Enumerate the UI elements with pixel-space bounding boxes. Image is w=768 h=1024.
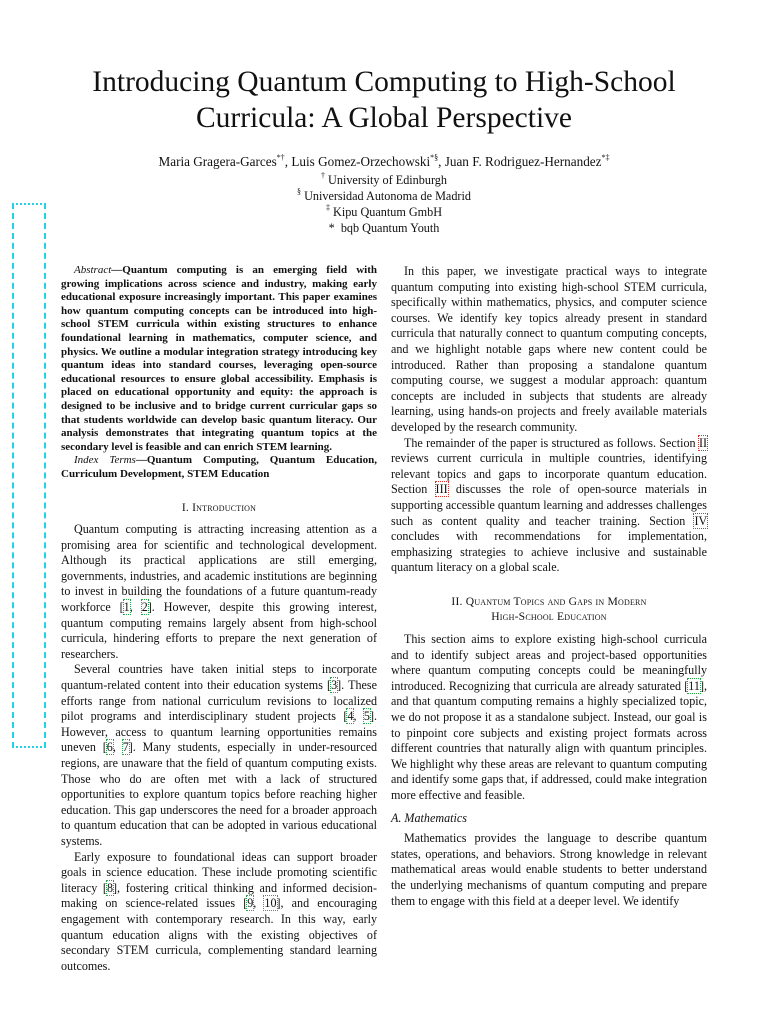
citation-link[interactable]: 10 bbox=[264, 896, 277, 911]
citation-link[interactable]: 11 bbox=[688, 678, 700, 693]
abstract-text: —Quantum computing is an emerging field with growing implications across science and industry, making early educational exposure increasingly important. This paper examines how quantum computing concepts can be introduced into high-school STEM curricula within existing structures to enhance foundational learning in mathematics, computer science, and physics. We outline a modular integration strategy introducing key quantum ideas into standard courses, leveraging open-source educational resources to ensure global accessibility. Emphasis is placed on educational opportunity and equity: the approach is designed to be inclusive and to bridge current curricular gaps so that students worldwide can develop basic quantum literacy. Our analysis demonstrates that integrating quantum topics at the secondary level is feasible and can enrich STEM learning. bbox=[61, 264, 377, 453]
citation-link[interactable]: 6 bbox=[106, 740, 113, 755]
affiliation-mark: † bbox=[321, 170, 325, 180]
author-marks: *† bbox=[276, 152, 285, 162]
affiliation-mark: § bbox=[297, 186, 302, 196]
index-terms-label: Index Terms bbox=[74, 454, 136, 467]
citation-link[interactable]: 1 bbox=[123, 600, 130, 615]
citation-link[interactable]: 4 bbox=[347, 709, 354, 724]
author-name: Juan F. Rodriguez-Hernandez bbox=[444, 154, 602, 169]
index-terms bbox=[61, 454, 377, 481]
paragraph: Mathematics provides the language to describe quantum states, operations, and behaviors. Strong knowledge in relevant mathematical areas would enable students to better understand the underlying mechanisms of quantum computing and prepare them to engage with this field at a deeper level. We identify bbox=[391, 831, 707, 908]
paragraph: This section aims to explore existing high-school curricula and to identify subject areas and project-based opportunities where quantum computing concepts could be meaningfully introduced. Recognizing that curricula are already saturated [11], and that quantum computing remains a highly specialized topic, we do not propose it as a standalone subject. Instead, our goal is to pinpoint core subjects and existing project formats across different countries that naturally align with quantum principles. We highlight why these areas are relevant to quantum computing and identify some gaps that, if addressed, could make integration more effective and feasible. bbox=[391, 632, 707, 802]
affiliation: § Universidad Autonoma de Madrid bbox=[297, 186, 471, 203]
paper-title: Introducing Quantum Computing to High-School Curricula: A Global Perspective bbox=[92, 66, 676, 134]
paragraph-continued: ], and encouraging engagement with contemporary research. In this way, early quantum education aligns with the existing objectives of secondary STEM curricula, complementing standard learning outcomes. bbox=[61, 896, 377, 973]
paragraph: In this paper, we investigate practical ways to integrate quantum computing into existing high-school STEM curricula, specifically within mathematics, physics, and computer science courses. We identify key topics already present in standard curricula that naturally connect to quantum computing concepts, and we highlight notable gaps where new content could be introduced. Rather than proposing a standalone quantum computing course, we suggest a modular approach: quantum concepts are included in subjects that students are already learning, using hands-on projects and freely available materials developed by the research community. bbox=[391, 264, 707, 434]
author-list: Maria Gragera-Garces*†, Luis Gomez-Orzechowski*§, Juan F. Rodriguez-Hernandez*‡ bbox=[158, 152, 610, 169]
citation-link[interactable]: 3 bbox=[331, 678, 338, 693]
abstract-label: Abstract bbox=[74, 264, 112, 276]
affiliation-list bbox=[60, 172, 708, 236]
paragraph: Quantum computing is attracting increasing attention as a promising area for scientific and technological development. Although its practical applications are still emerging, governments, industries, and academic institutions are beginning to invest in building the foundations of a future quantum-ready workforce [1, 2]. However, despite this growing interest, quantum computing remains largely absent from high-school curricula, hindering efforts to prepare the next generation of researchers. bbox=[61, 522, 377, 661]
affiliation: † University of Edinburgh bbox=[321, 170, 447, 187]
citation-link[interactable]: 8 bbox=[106, 880, 113, 895]
section-ref-link[interactable]: III bbox=[435, 482, 448, 497]
index-terms-text: —Quantum Computing, Quantum Education, Curriculum Development, STEM Education bbox=[61, 454, 377, 480]
affiliation-mark: ‡ bbox=[325, 202, 330, 212]
affiliation-mark: * bbox=[328, 221, 335, 235]
section-ref-link[interactable]: II bbox=[698, 435, 707, 450]
citation-link[interactable]: 9 bbox=[247, 896, 254, 911]
section-ref-link[interactable]: IV bbox=[694, 513, 707, 528]
paragraph: Several countries have taken initial steps to incorporate quantum-related content into their education systems [3]. These efforts range from national curriculum revisions to localized pilot programs and interdisciplinary student projects [4, 5]. However, access to quantum learning opportunities remains uneven [6, 7]. Many students, especially in under-resourced regions, are unaware that the field of quantum computing exists. Those who do are often met with a lack of structured opportunities to explore quantum topics before reaching higher education. This gap underscores the need for a broader approach to quantum education that can be adopted in various educational systems. bbox=[61, 662, 377, 848]
section-heading-introduction: I. Introduction bbox=[181, 500, 257, 514]
author-name: Luis Gomez-Orzechowski bbox=[291, 154, 431, 169]
arxiv-side-stamp bbox=[12, 203, 46, 748]
paragraph: Early exposure to foundational ideas can support broader goals in science education. These include promoting scientific literacy [8], fostering critical thinking and informed decision-making on science-related issues [9, 10], and encouraging engagement with contemporary research. In this way, early quantum education aligns with the existing objectives of secondary STEM curricula, complementing standard learning outcomes. bbox=[61, 849, 377, 973]
paragraph: The remainder of the paper is structured as follows. Section II reviews current curricula in multiple countries, identifying relevant topics and gaps to incorporate quantum education. Section III discusses the role of open-source materials in supporting accessible quantum learning and addresses challenges such as content quality and teacher training. Section IV concludes with recommendations for implementation, emphasizing strategies to achieve inclusive and sustainable quantum literacy on a global scale. bbox=[391, 435, 707, 575]
citation-link[interactable]: 7 bbox=[122, 740, 129, 755]
left-column bbox=[61, 264, 377, 974]
author-marks: *‡ bbox=[601, 152, 610, 162]
section-heading-quantum-topics: II. Quantum Topics and Gaps in Modern High-School Education bbox=[451, 594, 647, 624]
author-name: Maria Gragera-Garces bbox=[158, 154, 277, 169]
citation-link[interactable]: 5 bbox=[363, 709, 370, 724]
author-marks: *§ bbox=[430, 152, 439, 162]
citation-link[interactable]: 2 bbox=[141, 600, 148, 615]
affiliation: ‡ Kipu Quantum GmbH bbox=[325, 202, 443, 219]
subsection-heading-mathematics: A. Mathematics bbox=[391, 810, 467, 825]
abstract bbox=[61, 264, 377, 454]
right-column bbox=[391, 264, 707, 909]
affiliation: * bqb Quantum Youth bbox=[328, 221, 440, 235]
